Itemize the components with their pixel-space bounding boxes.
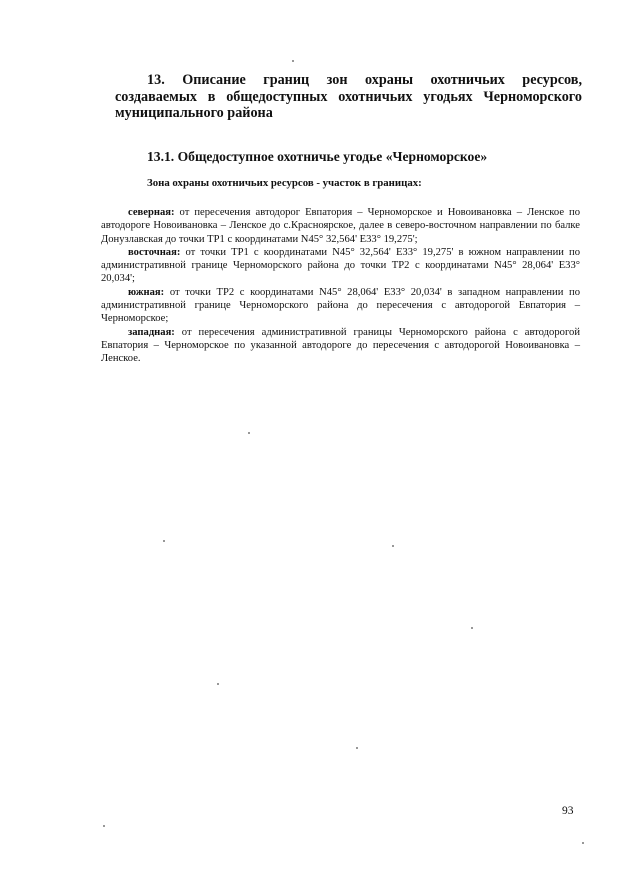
scan-speck	[163, 540, 165, 542]
boundary-direction: южная:	[128, 286, 165, 298]
scan-speck	[356, 747, 358, 749]
boundary-text: от точки ТР1 с координатами N45° 32,564' E33° 19,275' в южном направлении по административной границе Черноморского района до точки ТР2 с координатами N45° 28,064' E33° 20,034';	[101, 246, 581, 285]
boundary-direction: северная:	[128, 207, 175, 218]
page-number: 93	[562, 805, 574, 817]
scan-speck	[217, 683, 219, 685]
scan-speck	[471, 627, 473, 629]
subsection-title: 13.1. Общедоступное охотничье угодье «Черноморское»	[147, 149, 488, 164]
scan-speck	[582, 842, 584, 844]
boundary-descriptions	[101, 206, 580, 366]
boundary-text: от точки ТР2 с координатами N45° 28,064' E33° 20,034' в западном направлении по административной границе Черноморского района до пересечения с автодорогой Евпатория – Черноморское;	[101, 286, 580, 325]
boundary-direction: западная:	[128, 326, 175, 338]
section-title-text: Описание границ зон охраны охотничьих ресурсов, создаваемых в общедоступных охотничьих угодьях Черноморского муниципального района	[115, 72, 582, 121]
boundary-south	[101, 286, 580, 326]
boundary-west	[101, 326, 580, 366]
boundary-direction: восточная:	[128, 246, 181, 258]
scan-speck	[103, 825, 105, 827]
zone-heading: Зона охраны охотничьих ресурсов - участок в границах:	[147, 177, 422, 189]
boundary-east	[101, 246, 580, 286]
boundary-text: от пересечения автодорог Евпатория – Черноморское и Новоивановка – Ленское по автодороге Новоивановка – Ленское до с.Красноярское, далее в северо-восточном направлении по балке Донузлавская до точки ТР1 с координатами N45° 32,564' E33° 19,275';	[101, 207, 580, 245]
section-title	[115, 72, 582, 122]
section-number: 13.	[147, 72, 165, 88]
scan-speck	[248, 432, 250, 434]
boundary-north	[101, 206, 580, 246]
boundary-text: от пересечения административной границы Черноморского района с автодорогой Евпатория – Черноморское по указанной автодороге до пересечения с автодорогой Новоивановка – Ленское.	[101, 326, 580, 365]
scan-speck	[392, 545, 394, 547]
scan-speck	[292, 60, 294, 62]
